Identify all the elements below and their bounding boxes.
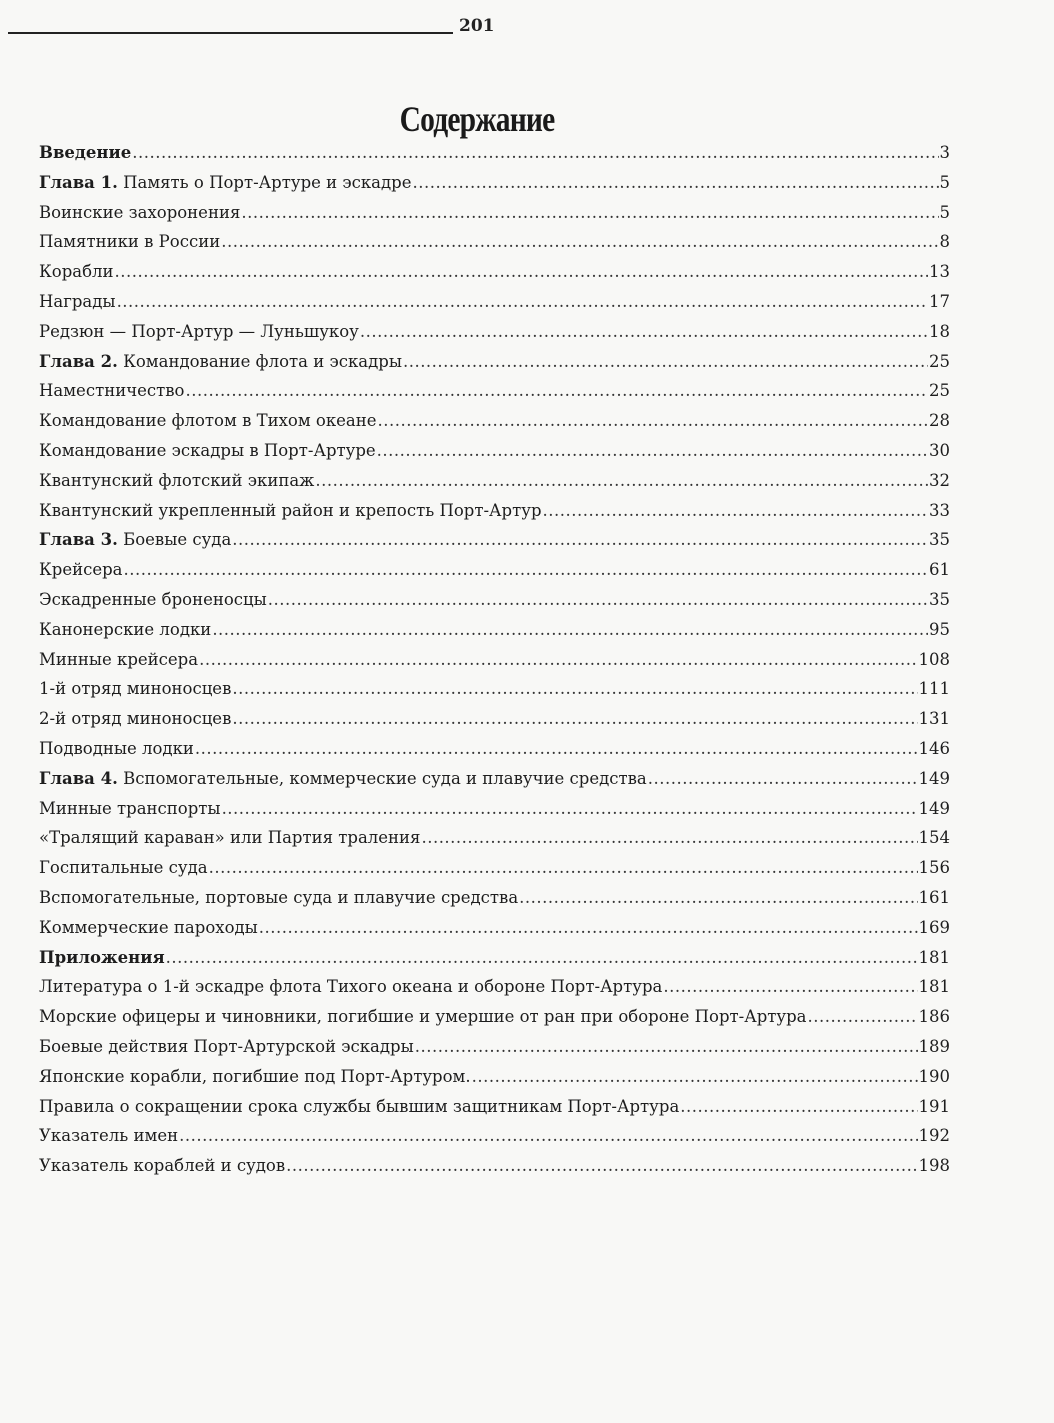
- toc-entry-text: Редзюн — Порт-Артур — Луньшукоу: [39, 321, 359, 341]
- dot-leader: [377, 436, 928, 466]
- toc-entry-text: Вспомогательные, портовые суда и плавучие средства: [39, 887, 519, 907]
- toc-entry-heading: Введение: [39, 143, 132, 162]
- toc-entry-text: Японские корабли, погибшие под Порт-Артуром.: [39, 1066, 471, 1086]
- toc-entry-label: [39, 1032, 414, 1062]
- dot-leader: [403, 347, 928, 377]
- toc-entry-text: Воинские захоронения: [39, 202, 241, 222]
- toc-entry-page: 169: [918, 917, 950, 937]
- dot-leader: [232, 525, 928, 555]
- toc-entry-label: [39, 525, 231, 555]
- toc-entry-text: Подводные лодки: [39, 738, 194, 758]
- toc-entry-label: [39, 615, 211, 645]
- toc-entry-page: 5: [939, 202, 950, 222]
- toc-entry-label: [39, 645, 198, 675]
- toc-entry[interactable]: [39, 287, 950, 317]
- toc-entry-page: 25: [929, 351, 950, 371]
- toc-entry[interactable]: [39, 227, 950, 257]
- toc-entry-page: 181: [918, 977, 950, 997]
- toc-entry-label: [39, 913, 258, 943]
- toc-entry-text: Памятники в России: [39, 232, 221, 252]
- dot-leader: [232, 704, 917, 734]
- toc-entry-text: Указатель кораблей и судов: [39, 1156, 286, 1176]
- toc-entry[interactable]: [39, 168, 950, 198]
- page-number: 201: [459, 16, 495, 36]
- toc-entry[interactable]: [39, 347, 950, 377]
- dot-leader: [212, 615, 928, 645]
- toc-entry[interactable]: [39, 525, 950, 555]
- toc-entry-label: [39, 466, 314, 496]
- dot-leader: [221, 227, 938, 257]
- toc-entry[interactable]: [39, 883, 950, 913]
- toc-entry-text: Минные крейсера: [39, 649, 199, 669]
- dot-leader: [472, 1062, 918, 1092]
- toc-entry-text: Боевые действия Порт-Артурской эскадры: [39, 1036, 414, 1056]
- toc-entry-label: [39, 972, 662, 1002]
- toc-entry-heading: Глава 2.: [39, 351, 118, 371]
- dot-leader: [413, 168, 939, 198]
- dot-leader: [315, 466, 928, 496]
- toc-entry[interactable]: [39, 704, 950, 734]
- dot-leader: [268, 585, 928, 615]
- toc-entry-label: [39, 764, 647, 794]
- toc-entry[interactable]: [39, 823, 950, 853]
- toc-entry-text: Минные транспорты: [39, 798, 221, 818]
- dot-leader: [124, 555, 929, 585]
- toc-entry[interactable]: [39, 913, 950, 943]
- toc-entry-page: 18: [929, 321, 950, 341]
- toc-entry-text: Канонерские лодки: [39, 619, 212, 639]
- dot-leader: [199, 645, 917, 675]
- toc-entry-page: 95: [929, 619, 950, 639]
- toc-entry-page: 131: [918, 709, 950, 729]
- toc-entry[interactable]: [39, 615, 950, 645]
- dot-leader: [209, 853, 918, 883]
- toc-entry-text: 2-й отряд миноносцев: [39, 709, 232, 729]
- toc-entry-text: Правила о сокращении срока службы бывшим защитникам Порт-Артура: [39, 1096, 680, 1116]
- toc-entry-label: [39, 1002, 807, 1032]
- toc-entry-page: 5: [939, 172, 950, 192]
- toc-entry-page: 35: [929, 530, 950, 550]
- toc-entry-label: [39, 138, 131, 168]
- toc-entry-text: Квантунский флотский экипаж: [39, 470, 315, 490]
- toc-entry[interactable]: [39, 734, 950, 764]
- toc-entry-label: [39, 257, 114, 287]
- toc-entry[interactable]: [39, 138, 950, 168]
- toc-entry-text: Указатель имен: [39, 1126, 179, 1146]
- dot-leader: [543, 496, 928, 526]
- dot-leader: [663, 972, 917, 1002]
- toc-entry-text: Наместничество: [39, 381, 185, 401]
- toc-entry[interactable]: [39, 436, 950, 466]
- dot-leader: [259, 913, 918, 943]
- toc-entry-label: [39, 704, 231, 734]
- header-rule: [8, 32, 453, 34]
- dot-leader: [415, 1032, 918, 1062]
- toc-entry[interactable]: [39, 1151, 950, 1181]
- toc-entry-label: [39, 168, 412, 198]
- toc-entry[interactable]: [39, 764, 950, 794]
- toc-entry[interactable]: [39, 853, 950, 883]
- dot-leader: [680, 1092, 917, 1122]
- toc-entry-page: 198: [918, 1156, 950, 1176]
- toc-entry-page: 146: [918, 738, 950, 758]
- toc-entry-text: Коммерческие пароходы: [39, 917, 258, 937]
- toc-entry-page: 149: [918, 768, 950, 788]
- toc-entry-text: Квантунский укрепленный район и крепость Порт-Артур: [39, 500, 542, 520]
- toc-entry-page: 189: [918, 1036, 950, 1056]
- toc-entry-page: 35: [929, 589, 950, 609]
- toc-entry-label: [39, 198, 240, 228]
- toc-entry-page: 186: [918, 1007, 950, 1027]
- toc-entry-text: 1-й отряд миноносцев: [39, 679, 232, 699]
- toc-entry-page: 61: [929, 560, 950, 580]
- toc-entry[interactable]: [39, 1002, 950, 1032]
- dot-leader: [222, 794, 918, 824]
- toc-entry-page: 154: [918, 828, 950, 848]
- toc-entry[interactable]: [39, 1092, 950, 1122]
- toc-entry-page: 161: [918, 887, 950, 907]
- toc-entry-page: 108: [918, 649, 950, 669]
- toc-entry-label: [39, 436, 376, 466]
- toc-entry-text: Крейсера: [39, 560, 123, 580]
- dot-leader: [232, 674, 917, 704]
- dot-leader: [195, 734, 918, 764]
- toc-entry-text: Боевые суда: [117, 530, 232, 550]
- dot-leader: [117, 287, 928, 317]
- toc-entry[interactable]: [39, 257, 950, 287]
- toc-entry[interactable]: [39, 555, 950, 585]
- toc-entry[interactable]: [39, 406, 950, 436]
- toc-entry-heading: Приложения: [39, 947, 165, 967]
- dot-leader: [115, 257, 928, 287]
- dot-leader: [360, 317, 928, 347]
- toc-entry-text: Память о Порт-Артуре и эскадре: [117, 172, 412, 192]
- toc-entry[interactable]: [39, 1121, 950, 1151]
- table-of-contents: [39, 138, 950, 1181]
- toc-entry-page: 13: [929, 262, 950, 282]
- toc-entry-label: [39, 585, 267, 615]
- toc-entry-text: Командование эскадры в Порт-Артуре: [39, 440, 376, 460]
- toc-entry-text: Командование флотом в Тихом океане: [39, 411, 377, 431]
- dot-leader: [421, 823, 917, 853]
- toc-entry[interactable]: [39, 198, 950, 228]
- toc-entry-page: 190: [918, 1066, 950, 1086]
- toc-entry[interactable]: [39, 1032, 950, 1062]
- toc-entry-text: Морские офицеры и чиновники, погибшие и умершие от ран при обороне Порт-Артура: [39, 1007, 807, 1027]
- toc-entry-page: 32: [929, 470, 950, 490]
- toc-entry-label: [39, 287, 116, 317]
- dot-leader: [808, 1002, 918, 1032]
- toc-entry-label: [39, 674, 231, 704]
- toc-entry[interactable]: [39, 645, 950, 675]
- dot-leader: [378, 406, 928, 436]
- toc-entry-label: [39, 1062, 471, 1092]
- toc-entry[interactable]: [39, 674, 950, 704]
- toc-entry-text: Командование флота и эскадры: [117, 351, 402, 371]
- toc-entry-text: Госпитальные суда: [39, 858, 208, 878]
- dot-leader: [185, 376, 928, 406]
- toc-entry-page: 33: [929, 500, 950, 520]
- toc-entry-page: 149: [918, 798, 950, 818]
- toc-entry-heading: Глава 4.: [39, 768, 118, 788]
- toc-entry-text: Литература о 1-й эскадре флота Тихого океана и обороне Порт-Артура: [39, 977, 663, 997]
- dot-leader: [286, 1151, 917, 1181]
- toc-entry-page: 8: [939, 232, 950, 252]
- toc-entry-page: 192: [918, 1126, 950, 1146]
- toc-entry-text: Эскадренные броненосцы: [39, 589, 267, 609]
- toc-entry-label: [39, 1121, 178, 1151]
- dot-leader: [519, 883, 917, 913]
- toc-entry[interactable]: [39, 943, 950, 973]
- toc-entry[interactable]: [39, 466, 950, 496]
- toc-entry-label: [39, 823, 420, 853]
- toc-entry-label: [39, 227, 220, 257]
- toc-entry-label: [39, 406, 377, 436]
- toc-entry-page: 28: [929, 411, 950, 431]
- toc-entry-page: 25: [929, 381, 950, 401]
- dot-leader: [241, 198, 938, 228]
- toc-entry-label: [39, 1151, 285, 1181]
- toc-entry-heading: Глава 3.: [39, 530, 118, 550]
- dot-leader: [179, 1121, 917, 1151]
- dot-leader: [132, 138, 938, 168]
- toc-entry-label: [39, 883, 518, 913]
- dot-leader: [648, 764, 918, 794]
- toc-entry[interactable]: [39, 317, 950, 347]
- toc-entry[interactable]: [39, 496, 950, 526]
- toc-entry-label: [39, 943, 165, 973]
- toc-entry-label: [39, 853, 208, 883]
- toc-entry-page: 3: [939, 143, 950, 162]
- toc-entry-label: [39, 347, 402, 377]
- toc-entry-label: [39, 496, 542, 526]
- toc-entry-heading: Глава 1.: [39, 172, 118, 192]
- toc-entry-text: «Тралящий караван» или Партия траления: [39, 828, 421, 848]
- toc-entry[interactable]: [39, 972, 950, 1002]
- toc-entry-page: 156: [918, 858, 950, 878]
- toc-entry-label: [39, 794, 221, 824]
- toc-entry[interactable]: [39, 376, 950, 406]
- toc-entry-page: 181: [918, 947, 950, 967]
- toc-entry-page: 111: [918, 679, 950, 699]
- page-title: Содержание: [399, 99, 555, 140]
- toc-entry-label: [39, 1092, 679, 1122]
- toc-entry-text: Вспомогательные, коммерческие суда и плавучие средства: [117, 768, 647, 788]
- toc-entry-page: 17: [929, 291, 950, 311]
- toc-entry-page: 30: [929, 440, 950, 460]
- toc-entry[interactable]: [39, 585, 950, 615]
- toc-entry-page: 191: [918, 1096, 950, 1116]
- toc-entry-label: [39, 376, 184, 406]
- toc-entry[interactable]: [39, 1062, 950, 1092]
- toc-entry-text: Награды: [39, 291, 116, 311]
- toc-entry-label: [39, 317, 359, 347]
- toc-entry-text: Корабли: [39, 262, 114, 282]
- toc-entry-label: [39, 734, 194, 764]
- dot-leader: [166, 943, 918, 973]
- toc-entry[interactable]: [39, 794, 950, 824]
- toc-entry-label: [39, 555, 123, 585]
